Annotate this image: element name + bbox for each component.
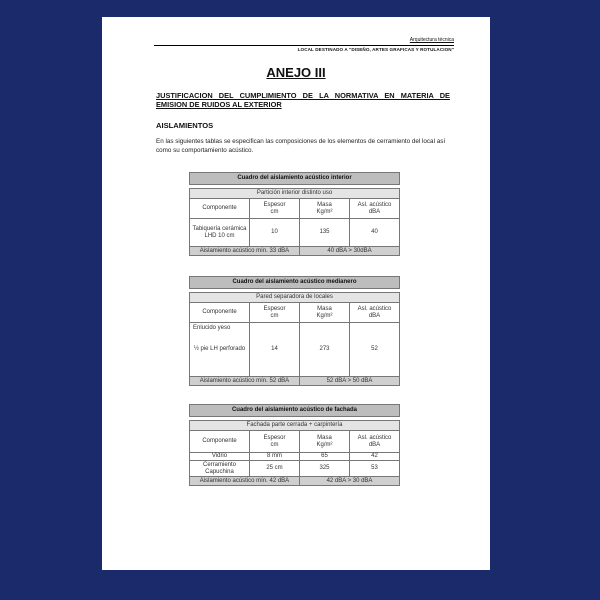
cell-masa: 135	[300, 219, 350, 247]
row-main-label: ½ pie LH perforado	[193, 346, 246, 352]
cell-espesor: 14	[250, 323, 300, 377]
row-top-label: Enlucido yeso	[193, 325, 231, 331]
col-masa: Masa Kg/m²	[300, 303, 350, 323]
table-medianero	[189, 276, 400, 386]
table-subtitle: Pared separadora de locales	[190, 293, 400, 303]
table-row-label: Vidrio	[190, 453, 250, 461]
table-fachada	[189, 404, 400, 486]
col-masa: Masa Kg/m²	[300, 431, 350, 453]
col-espesor: Espesor cm	[250, 303, 300, 323]
intro-paragraph: En las siguientes tablas se especifican las composiciones de los elementos de cerramiento del local así como su comportamiento acústico.	[156, 138, 446, 154]
col-componente: Componente	[190, 303, 250, 323]
justification-heading	[156, 91, 450, 109]
footer-requirement: Aislamiento acústico mín. 33 dBA	[190, 247, 300, 256]
col-espesor: Espesor cm	[250, 431, 300, 453]
table-row-label: Cerramiento Capuchina	[190, 461, 250, 477]
cell-masa: 273	[300, 323, 350, 377]
cell-aisl: 40	[350, 219, 400, 247]
col-componente: Componente	[190, 431, 250, 453]
col-aisl: Asl. acústico dBA	[350, 199, 400, 219]
cell-espesor: 8 mm	[250, 453, 300, 461]
footer-result: 42 dBA > 30 dBA	[300, 477, 400, 486]
footer-result: 40 dBA > 30dBA	[300, 247, 400, 256]
col-aisl: Asl. acústico dBA	[350, 431, 400, 453]
document-page	[102, 17, 490, 570]
page-header	[154, 37, 454, 53]
table-subtitle: Partición interior distinto uso	[190, 189, 400, 199]
footer-result: 52 dBA > 50 dBA	[300, 377, 400, 386]
footer-requirement: Aislamiento acústico mín. 52 dBA	[190, 377, 300, 386]
table-title: Cuadro del aislamiento acústico medianero	[190, 277, 400, 289]
table-row-label	[190, 323, 250, 377]
col-componente: Componente	[190, 199, 250, 219]
cell-masa: 325	[300, 461, 350, 477]
table-subtitle: Fachada parte cerrada + carpintería	[190, 421, 400, 431]
justification-line-2: EMISION DE RUIDOS AL EXTERIOR	[156, 100, 282, 109]
cell-aisl: 53	[350, 461, 400, 477]
table-title: Cuadro del aislamiento acústico de fachada	[190, 405, 400, 417]
cell-aisl: 42	[350, 453, 400, 461]
header-line-1: Arquitectura técnica	[409, 37, 454, 43]
cell-espesor: 10	[250, 219, 300, 247]
footer-requirement: Aislamiento acústico mín. 42 dBA	[190, 477, 300, 486]
table-title: Cuadro del aislamiento acústico interior	[190, 173, 400, 185]
page-title: ANEJO III	[266, 65, 326, 80]
cell-aisl: 52	[350, 323, 400, 377]
col-espesor: Espesor cm	[250, 199, 300, 219]
header-line-2: LOCAL DESTINADO A "DISEÑO, ARTES GRAFICAS Y ROTULACION"	[297, 47, 454, 52]
section-title: AISLAMIENTOS	[156, 121, 214, 130]
col-aisl: Asl. acústico dBA	[350, 303, 400, 323]
table-interior	[189, 172, 400, 256]
table-row-label: Tabiquería cerámica LHD 10 cm	[190, 219, 250, 247]
col-masa: Masa Kg/m²	[300, 199, 350, 219]
cell-masa: 65	[300, 453, 350, 461]
justification-line-1: JUSTIFICACION DEL CUMPLIMIENTO DE LA NORMATIVA EN MATERIA DE	[156, 91, 450, 100]
cell-espesor: 25 cm	[250, 461, 300, 477]
